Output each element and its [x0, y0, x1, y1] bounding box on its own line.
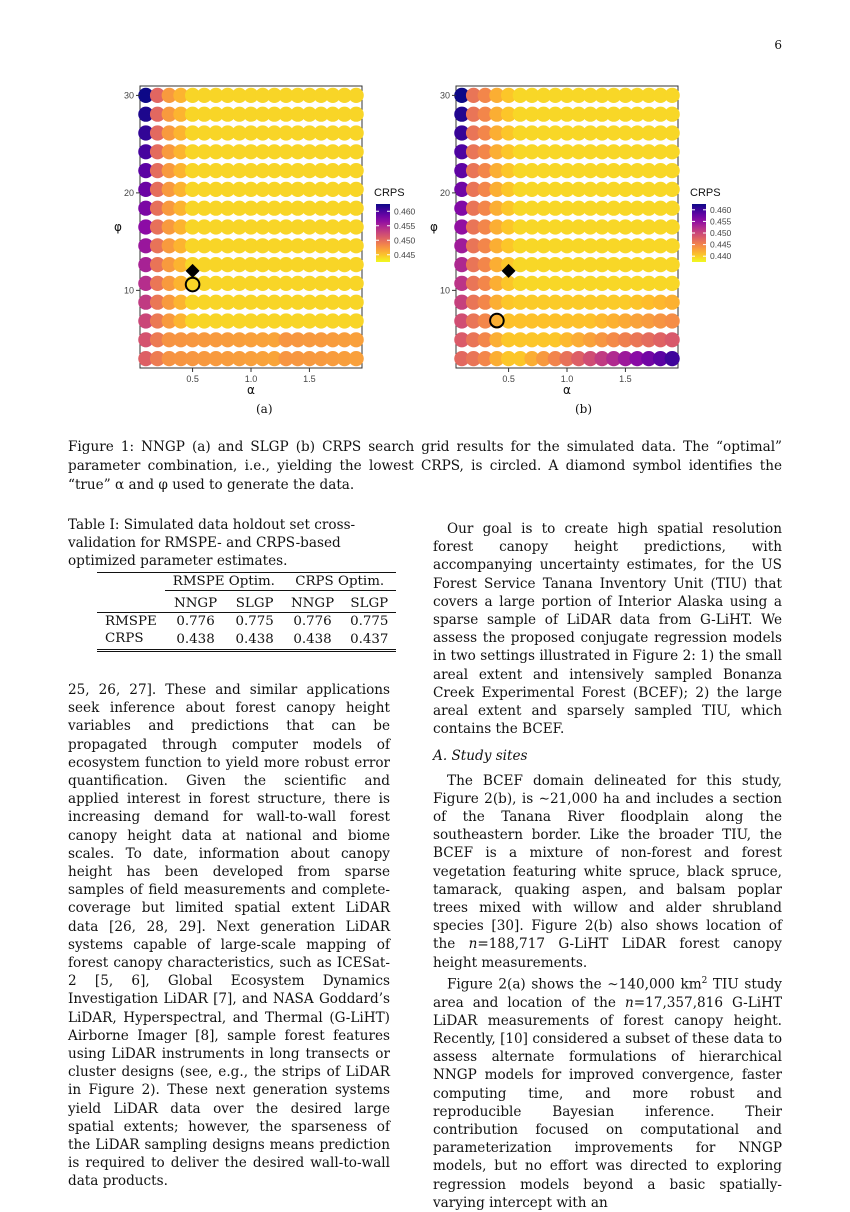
crps-heatmap-slgp [424, 80, 744, 400]
grid-point [349, 295, 364, 310]
page-number: 6 [774, 38, 782, 52]
x-axis-label: α [247, 383, 255, 397]
legend-tick-label: 0.450 [394, 235, 416, 246]
x-tick-label: 1.0 [244, 374, 258, 384]
legend-title: CRPS [690, 187, 721, 199]
body-paragraph [433, 972, 782, 1212]
grid-point [349, 219, 364, 234]
subheader-slgp-1: SLGP [235, 596, 274, 611]
table-row [97, 613, 396, 631]
row-label: CRPS [105, 631, 144, 646]
body-paragraph [433, 772, 782, 972]
x-tick-label: 0.5 [186, 374, 199, 384]
row-label: RMSPE [105, 614, 157, 629]
table-cell: 0.438 [176, 632, 215, 647]
grid-point [349, 182, 364, 197]
subheader-nngp-1: NNGP [173, 596, 218, 611]
table-cell: 0.775 [235, 614, 274, 629]
legend-tick-label: 0.455 [394, 220, 416, 231]
table-cell: 0.776 [293, 614, 332, 629]
y-tick-label: 30 [123, 90, 134, 101]
grid-point [665, 144, 680, 159]
legend-tick-label: 0.440 [710, 251, 732, 262]
grid-point [665, 163, 680, 178]
text-run: =17,357,816 G-LiHT LiDAR measurements of forest canopy height. Recently, [10] considered a subset of these data to assess alternate formulations of hierarchical NNGP models for improved convergence, faster computing time, and more robust and reproducible Bayesian inference. Their contribution focused on computational and parameterization improvements for NNGP models, but no effort was directed to exploring regression models beyond a basic spatially-varying intercept with an [433, 994, 783, 1211]
header-rmspe-optim: RMSPE Optim. [165, 573, 283, 591]
y-axis-label: φ [430, 220, 438, 234]
grid-point [665, 88, 680, 103]
x-tick-label: 1.0 [560, 374, 574, 384]
text-run: The BCEF domain delineated for this study, Figure 2(b), is ∼21,000 ha and includes a section of the Tanana River floodplain along the southeastern border. Like the broader TIU, the BCEF is a mixture of non-forest and forest vegetation featuring white spruce, black spruce, tamarack, quaking aspen, and balsam poplar trees mixed with willow and alder shrubland species [30]. Figure 2(b) also shows location of the [433, 772, 782, 953]
y-tick-label: 10 [123, 285, 134, 296]
grid-point [665, 332, 680, 347]
grid-point [349, 313, 364, 328]
y-axis-label: φ [114, 220, 122, 234]
y-tick-label: 20 [439, 187, 450, 198]
table-caption: Table I: Simulated data holdout set cross-validation for RMSPE- and CRPS-based optimized parameter estimates. [68, 517, 356, 570]
grid-point [665, 107, 680, 122]
grid-point [665, 276, 680, 291]
left-column [68, 681, 390, 1191]
grid-point [665, 125, 680, 140]
right-column [433, 520, 782, 1212]
y-tick-label: 10 [439, 285, 450, 296]
grid-point [665, 201, 680, 216]
text-run: TIU study area and location of the [433, 976, 782, 1011]
header-crps-optim: CRPS Optim. [283, 573, 396, 591]
panel-a-label: (a) [256, 402, 273, 416]
figure-panel-a [108, 80, 428, 400]
x-axis-label: α [563, 383, 571, 397]
legend-tick-label: 0.455 [710, 216, 732, 227]
figure-panel-b [424, 80, 744, 400]
legend-title: CRPS [374, 187, 405, 199]
legend-tick-label: 0.460 [710, 204, 732, 215]
grid-point [349, 107, 364, 122]
grid-point [349, 88, 364, 103]
grid-point [349, 201, 364, 216]
math-n: n [624, 994, 634, 1011]
x-tick-label: 1.5 [303, 374, 316, 384]
grid-point [349, 332, 364, 347]
subheader-slgp-2: SLGP [350, 596, 389, 611]
body-paragraph: Our goal is to create high spatial resolution forest canopy height predictions, with accompanying uncertainty estimates, for the US Forest Service Tanana Inventory Unit (TIU) that covers a large portion of Interior Alaska using a sparse sample of LiDAR data from G-LiHT. We assess the proposed conjugate regression models in two settings illustrated in Figure 2: 1) the small areal extent and intensively sampled Bonanza Creek Experimental Forest (BCEF); 2) the large areal extent and sparsely sampled TIU, which contains the BCEF. [433, 521, 782, 738]
legend-tick-label: 0.460 [394, 206, 416, 217]
figure-caption: Figure 1: NNGP (a) and SLGP (b) CRPS search grid results for the simulated data. The “optimal” parameter combination, i.e., yielding the lowest CRPS, is circled. A diamond symbol identifies the “true” α and φ used to generate the data. [68, 439, 782, 493]
subheader-nngp-2: NNGP [290, 596, 335, 611]
text-run: =188,717 G-LiHT LiDAR forest canopy height measurements. [433, 936, 782, 971]
legend-colorbar [376, 204, 390, 262]
grid-point [665, 219, 680, 234]
legend-tick-label: 0.445 [710, 239, 732, 250]
grid-point [349, 238, 364, 253]
grid-point [665, 182, 680, 197]
grid-point [349, 276, 364, 291]
grid-point [665, 257, 680, 272]
y-tick-label: 20 [123, 187, 134, 198]
table-cell: 0.776 [176, 614, 215, 629]
y-tick-label: 30 [439, 90, 450, 101]
table-cell: 0.775 [350, 614, 389, 629]
grid-point [349, 257, 364, 272]
grid-point [349, 163, 364, 178]
results-table [97, 572, 396, 652]
grid-point [665, 313, 680, 328]
grid-point [665, 351, 680, 366]
math-n: n [468, 936, 478, 953]
section-heading: A. Study sites [433, 748, 528, 765]
table-row [97, 630, 396, 651]
legend-tick-label: 0.450 [710, 228, 732, 238]
grid-point [349, 125, 364, 140]
superscript: 2 [701, 975, 708, 986]
grid-point [665, 295, 680, 310]
crps-heatmap-nngp [108, 80, 428, 400]
table-cell: 0.437 [350, 632, 389, 647]
table-cell: 0.438 [235, 632, 274, 647]
table-cell: 0.438 [293, 632, 332, 647]
panel-b-label: (b) [575, 402, 593, 416]
x-tick-label: 1.5 [619, 374, 632, 384]
grid-point [349, 144, 364, 159]
grid-point [349, 351, 364, 366]
grid-point [665, 238, 680, 253]
text-run: Figure 2(a) shows the ∼140,000 km [447, 976, 702, 993]
x-tick-label: 0.5 [502, 374, 515, 384]
legend-tick-label: 0.445 [394, 249, 416, 260]
body-paragraph: 25, 26, 27]. These and similar applications seek inference about forest canopy height variables and predictions that can be propagated through computer models of ecosystem function to yield more robust error quantification. Given the scientific and applied interest in forest structure, there is increasing demand for wall-to-wall forest canopy height data at national and biome scales. To date, information about canopy height has been developed from sparse samples of field measurements and complete-coverage but limited spatial extent LiDAR data [26, 28, 29]. Next generation LiDAR systems capable of large-scale mapping of forest canopy characteristics, such as ICESat-2 [5, 6], Global Ecosystem Dynamics Investigation LiDAR [7], and NASA Goddard’s LiDAR, Hyperspectral, and Thermal (G-LiHT) Airborne Imager [8], sample forest features using LiDAR instruments in long transects or cluster designs (see, e.g., the strips of LiDAR in Figure 2). These next generation systems yield LiDAR data over the desired large spatial extents; however, the sparseness of the LiDAR sampling designs means prediction is required to deliver the desired wall-to-wall data products. [68, 682, 390, 1190]
